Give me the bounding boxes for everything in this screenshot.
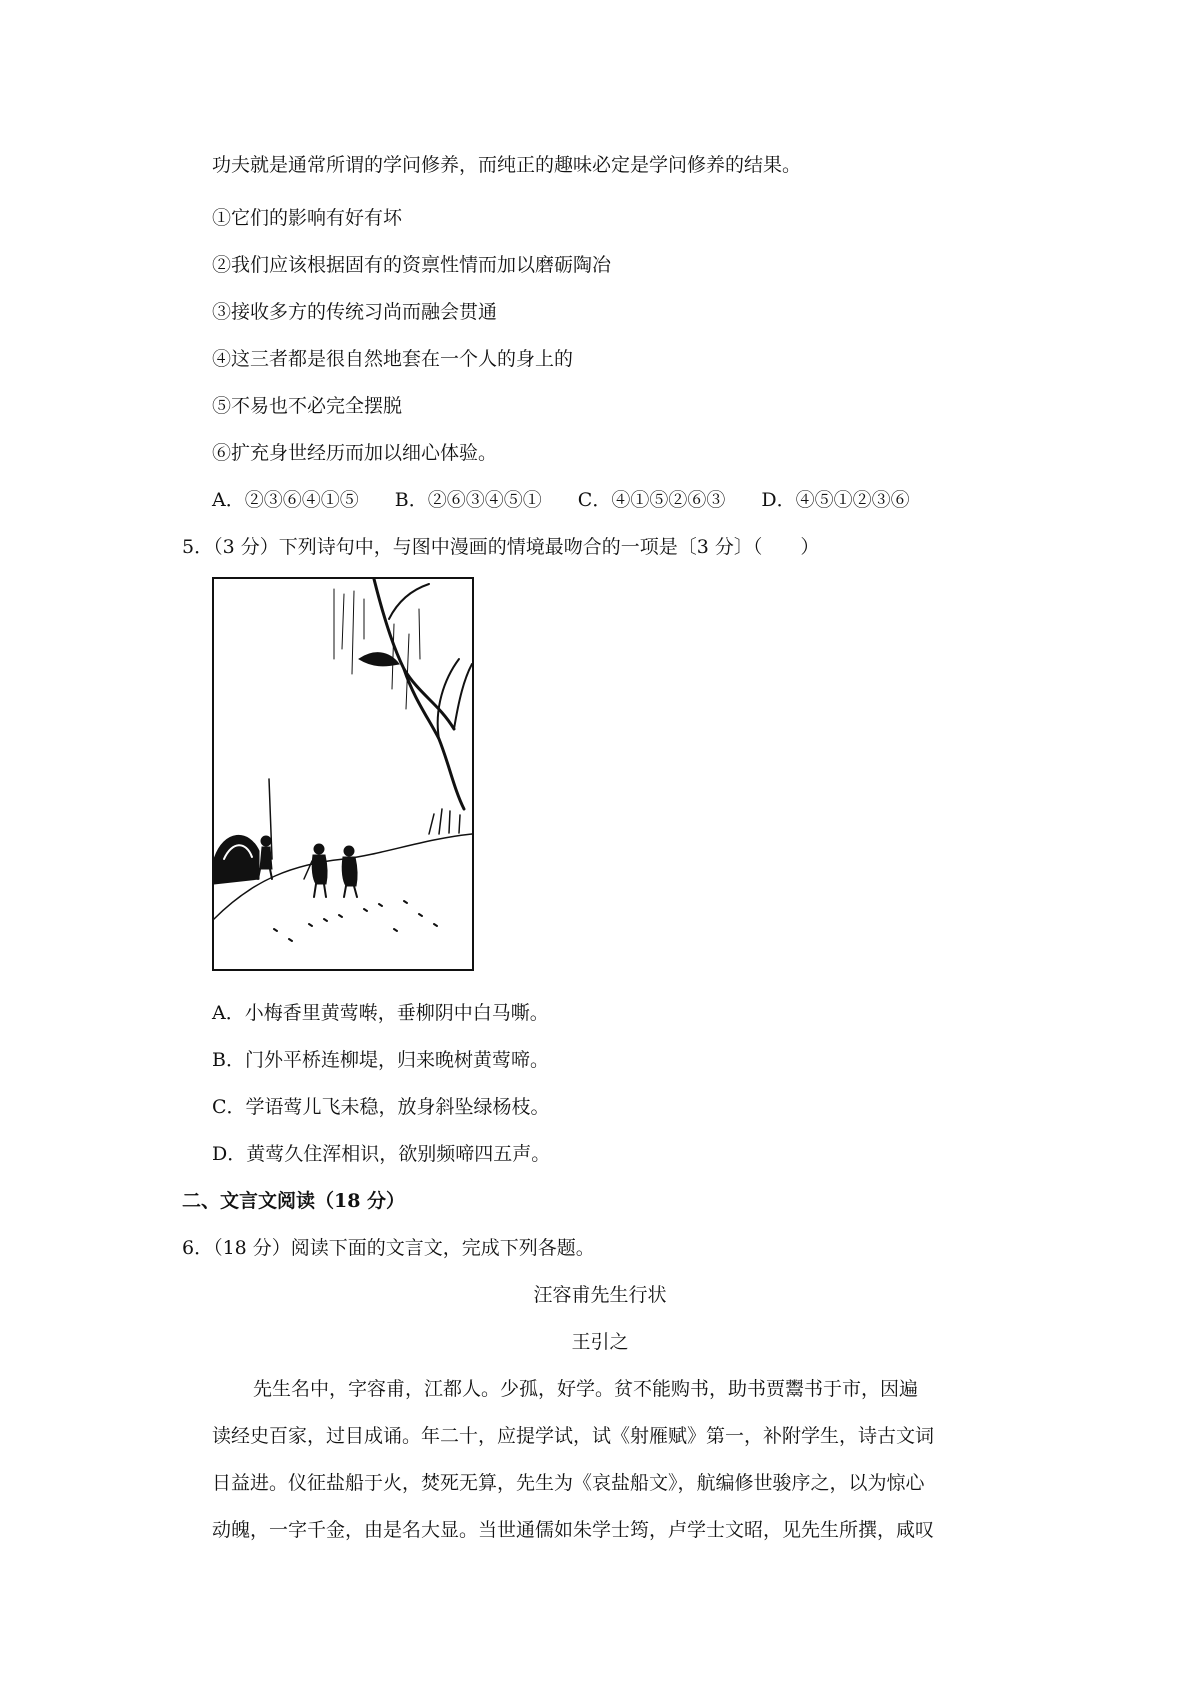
passage-line-4: 动魄，一字千金，由是名大显。当世通儒如朱学士筠，卢学士文昭，见先生所撰，咸叹 bbox=[212, 1519, 935, 1541]
item-3: ③接收多方的传统习尚而融会贯通 bbox=[212, 301, 498, 323]
item-2: ②我们应该根据固有的资禀性情而加以磨砺陶冶 bbox=[212, 254, 612, 276]
q5-option-d[interactable]: D．黄莺久住浑相识，欲别频啼四五声。 bbox=[212, 1143, 551, 1165]
passage-line-1: 先生名中，字容甫，江都人。少孤，好学。贫不能购书，助书贾鬻书于市，因遍 bbox=[253, 1378, 919, 1400]
q4-option-c[interactable]: C．④①⑤②⑥③ bbox=[577, 489, 726, 511]
q5-option-a[interactable]: A．小梅香里黄莺啭，垂柳阴中白马嘶。 bbox=[212, 1002, 549, 1024]
q4-options bbox=[212, 488, 940, 512]
q6-stem: 6．（18 分）阅读下面的文言文，完成下列各题。 bbox=[182, 1237, 595, 1259]
q4-option-a[interactable]: A．②③⑥④①⑤ bbox=[212, 489, 359, 511]
passage-line-2: 读经史百家，过目成诵。年二十，应提学试，试《射雁赋》第一，补附学生，诗古文词 bbox=[212, 1425, 935, 1447]
section-heading: 二、文言文阅读（18 分） bbox=[182, 1190, 406, 1212]
q5-option-b[interactable]: B．门外平桥连柳堤，归来晚树黄莺啼。 bbox=[212, 1049, 549, 1071]
comic-illustration bbox=[212, 577, 474, 971]
passage-author: 王引之 bbox=[571, 1331, 629, 1353]
item-5: ⑤不易也不必完全摆脱 bbox=[212, 395, 403, 417]
q4-option-d[interactable]: D．④⑤①②③⑥ bbox=[761, 489, 910, 511]
intro-line: 功夫就是通常所谓的学问修养，而纯正的趣味必定是学问修养的结果。 bbox=[212, 154, 802, 176]
item-6: ⑥扩充身世经历而加以细心体验。 bbox=[212, 442, 498, 464]
q5-option-c[interactable]: C．学语莺儿飞未稳，放身斜坠绿杨枝。 bbox=[212, 1096, 550, 1118]
passage-line-3: 日益进。仪征盐船于火，焚死无算，先生为《哀盐船文》，航编修世骏序之，以为惊心 bbox=[212, 1472, 925, 1494]
item-1: ①它们的影响有好有坏 bbox=[212, 207, 403, 229]
item-4: ④这三者都是很自然地套在一个人的身上的 bbox=[212, 348, 574, 370]
passage-title: 汪容甫先生行状 bbox=[533, 1284, 667, 1306]
q5-stem: 5．（3 分）下列诗句中，与图中漫画的情境最吻合的一项是〔3 分〕（ ） bbox=[182, 536, 820, 558]
q4-option-b[interactable]: B．②⑥③④⑤① bbox=[394, 489, 542, 511]
